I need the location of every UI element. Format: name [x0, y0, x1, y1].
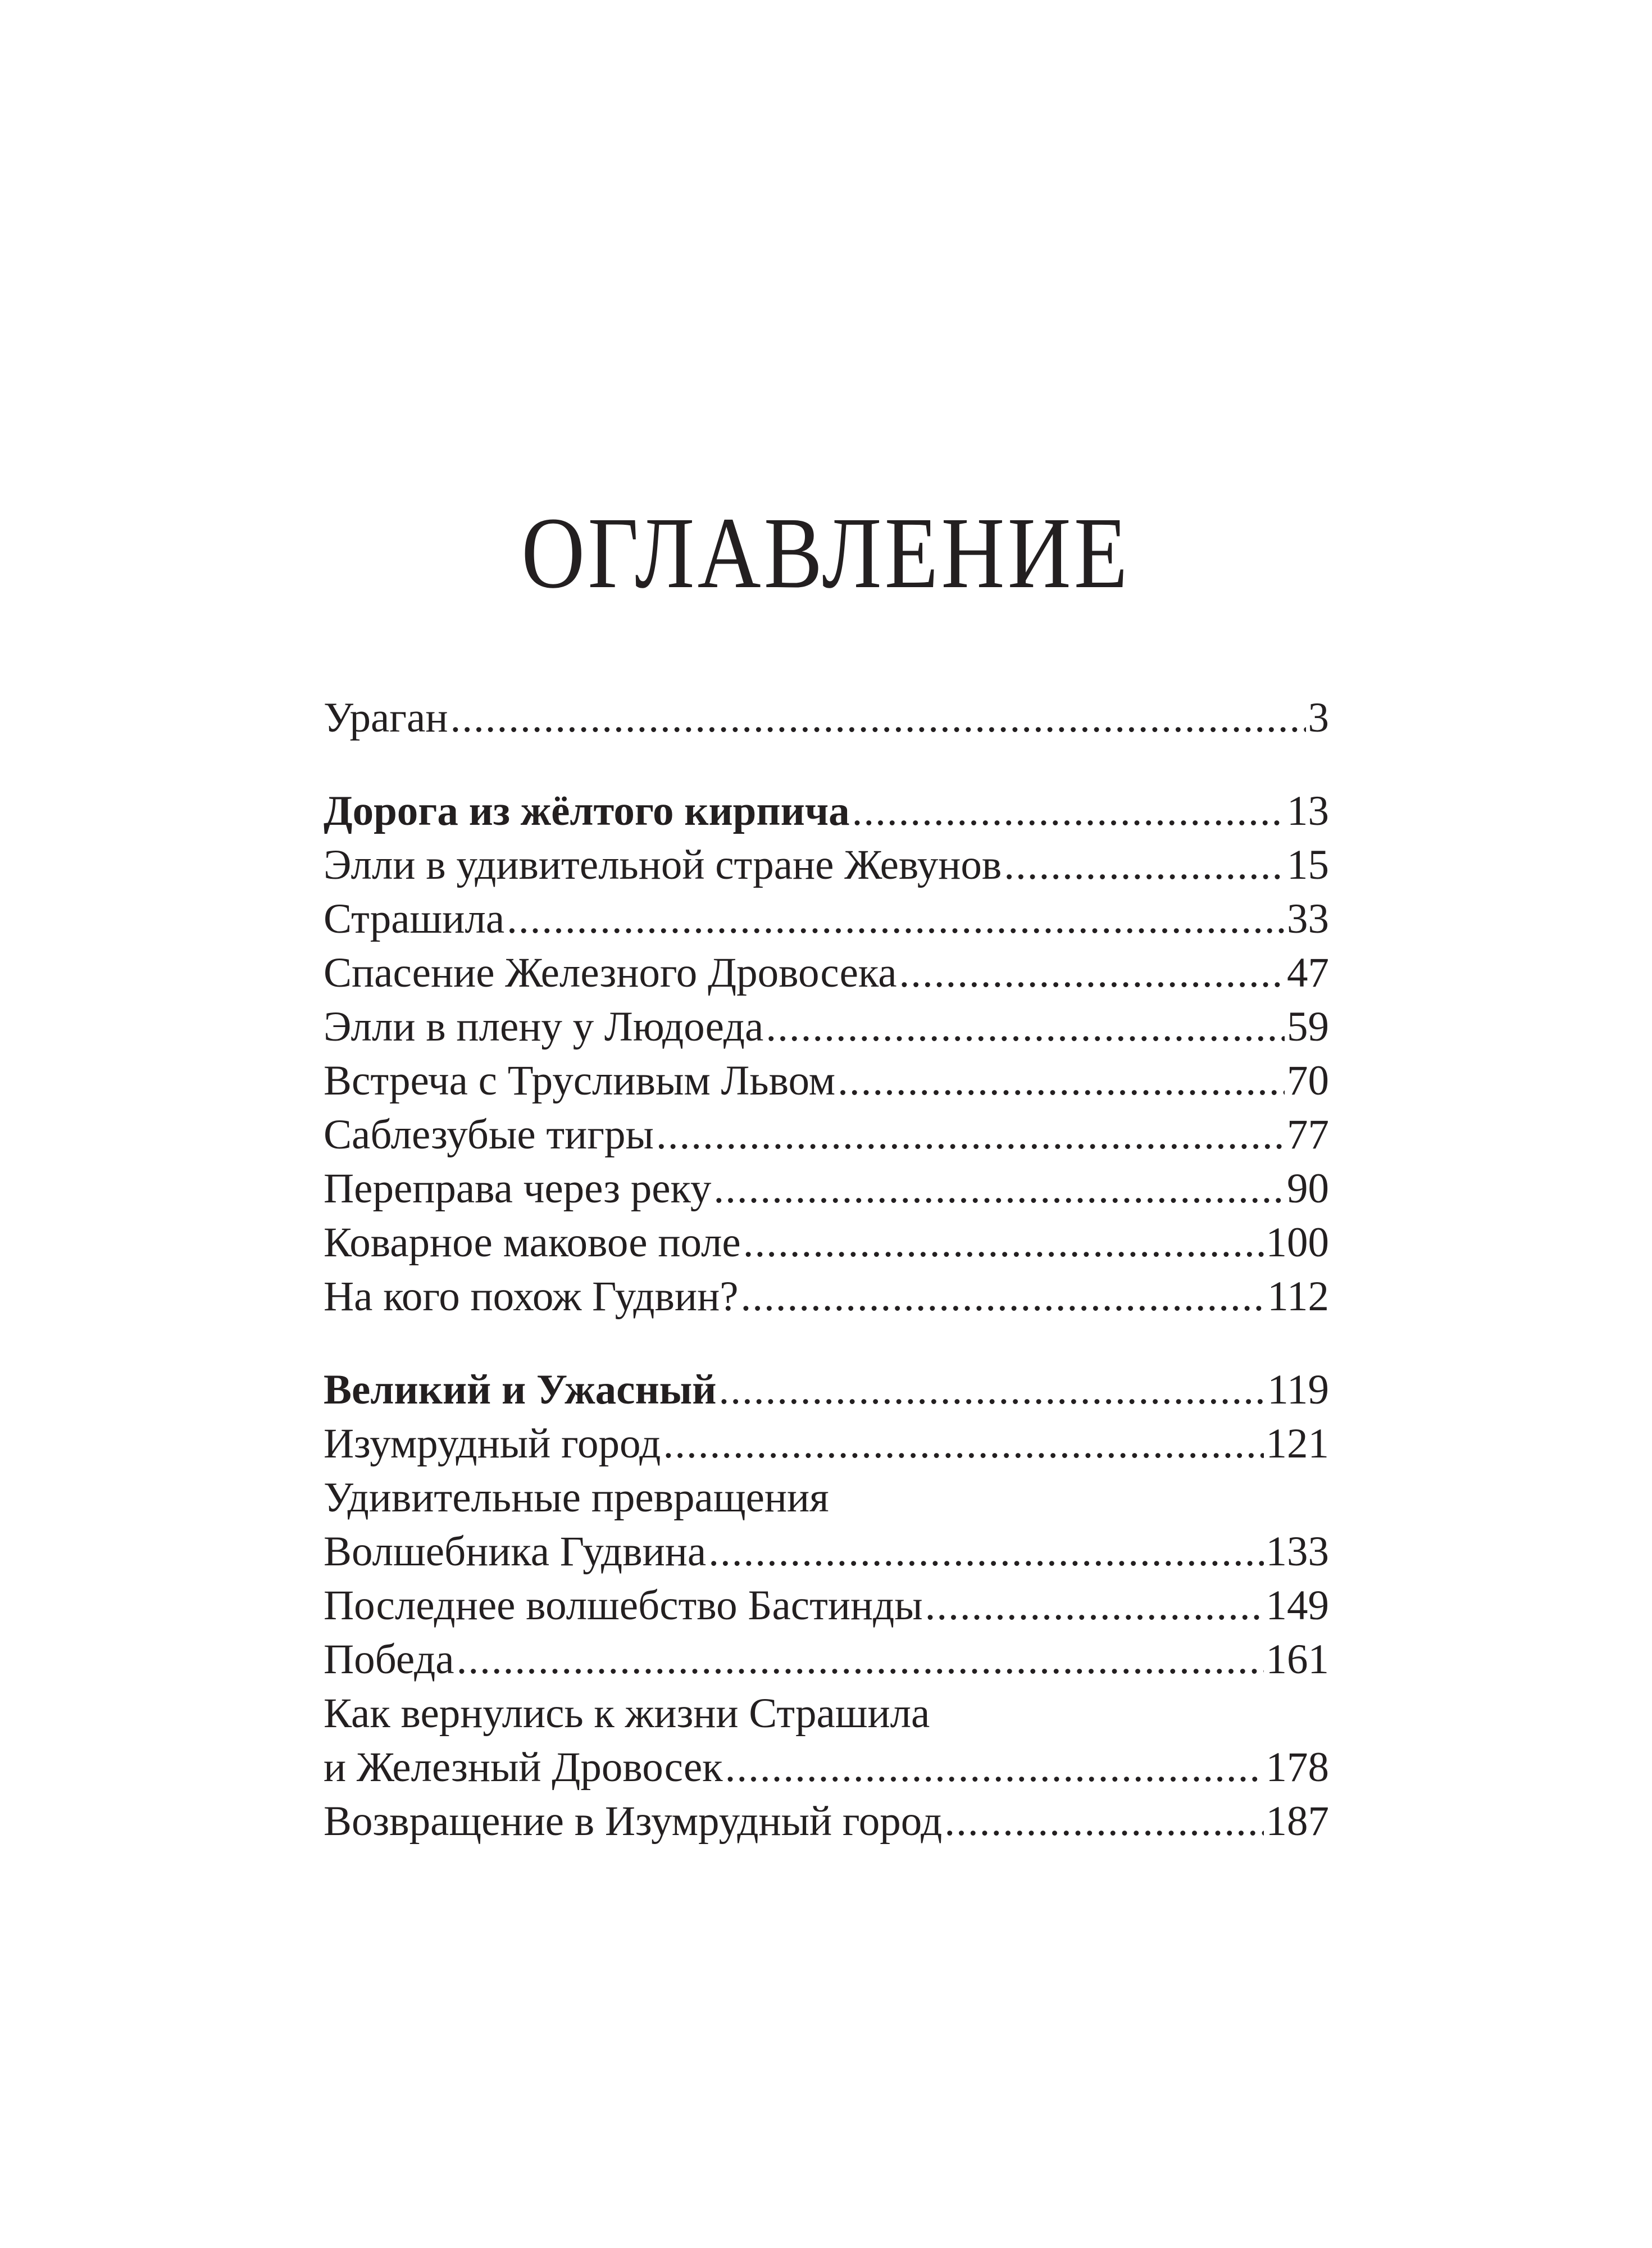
dot-leader	[450, 691, 1305, 745]
toc-entry-first-line[interactable]	[324, 1687, 1329, 1741]
toc-entry-page: 90	[1287, 1165, 1329, 1212]
toc-entry-page: 15	[1287, 842, 1329, 888]
toc-entry-page: 133	[1266, 1528, 1329, 1575]
toc-entry-title: Дорога из жёлтого кирпича	[324, 788, 850, 834]
toc-entry[interactable]	[324, 1000, 1329, 1054]
dot-leader	[766, 1000, 1285, 1054]
toc-entry-title: Победа	[324, 1636, 454, 1683]
toc-entry-page: 100	[1266, 1219, 1329, 1266]
toc-entry-title: Спасение Железного Дровосека	[324, 950, 897, 996]
toc-entry-page: 3	[1308, 694, 1329, 741]
toc-entry-title: Страшила	[324, 896, 505, 942]
dot-leader	[713, 1162, 1285, 1216]
toc-part-heading[interactable]	[324, 1363, 1329, 1417]
toc-entry-title: Возвращение в Изумрудный город	[324, 1798, 943, 1845]
toc-entry[interactable]	[324, 838, 1329, 892]
dot-leader	[852, 784, 1285, 838]
toc-entry[interactable]	[324, 1108, 1329, 1162]
toc-entry[interactable]	[324, 1525, 1329, 1579]
toc-entry-title: Последнее волшебство Бастинды	[324, 1582, 923, 1629]
toc-entry-title: и Железный Дровосек	[324, 1744, 723, 1791]
toc-entry-page: 70	[1287, 1057, 1329, 1104]
page-title: ОГЛАВЛЕНИЕ	[521, 497, 1131, 610]
toc-entry[interactable]	[324, 1054, 1329, 1108]
dot-leader	[741, 1270, 1266, 1324]
dot-leader	[718, 1363, 1265, 1417]
dot-leader	[708, 1525, 1263, 1579]
toc-section-2	[324, 784, 1329, 1324]
toc-entry-page: 77	[1287, 1111, 1329, 1158]
toc-entry-page: 187	[1266, 1798, 1329, 1845]
toc-entry-title: Элли в удивительной стране Жевунов	[324, 842, 1002, 888]
toc-entry-title: На кого похож Гудвин?	[324, 1273, 739, 1320]
toc-entry[interactable]	[324, 1795, 1329, 1849]
toc-entry-title: Ураган	[324, 694, 448, 741]
dot-leader	[838, 1054, 1285, 1108]
toc-entry[interactable]	[324, 1741, 1329, 1795]
toc-entry-first-line[interactable]	[324, 1471, 1329, 1525]
toc-entry[interactable]	[324, 691, 1329, 745]
dot-leader	[1004, 838, 1285, 892]
toc-entry-page: 121	[1266, 1420, 1329, 1467]
toc-entry-page: 149	[1266, 1582, 1329, 1629]
toc-entry-title: Переправа через реку	[324, 1165, 712, 1212]
toc-entry[interactable]	[324, 1417, 1329, 1471]
toc-entry-page: 161	[1266, 1636, 1329, 1683]
toc-entry-title: Встреча с Трусливым Львом	[324, 1057, 836, 1104]
toc-entry[interactable]	[324, 1270, 1329, 1324]
dot-leader	[899, 946, 1285, 1000]
toc-entry-page: 59	[1287, 1003, 1329, 1050]
toc-entry[interactable]	[324, 946, 1329, 1000]
toc-entry-page: 112	[1267, 1273, 1329, 1320]
toc-entry-page: 33	[1287, 896, 1329, 942]
dot-leader	[925, 1579, 1264, 1633]
toc-entry[interactable]	[324, 1633, 1329, 1687]
toc-entry[interactable]	[324, 892, 1329, 946]
toc-entry-title: Элли в плену у Людоеда	[324, 1003, 764, 1050]
toc-entry-title: Волшебника Гудвина	[324, 1528, 707, 1575]
toc-entry-page: 178	[1266, 1744, 1329, 1791]
toc-entry[interactable]	[324, 1579, 1329, 1633]
toc-entry[interactable]	[324, 1162, 1329, 1216]
toc-entry-title: Коварное маковое поле	[324, 1219, 741, 1266]
toc-entry-title: Удивительные превращения	[324, 1474, 829, 1521]
dot-leader	[725, 1741, 1264, 1795]
toc-part-heading[interactable]	[324, 784, 1329, 838]
toc-entry-title: Как вернулись к жизни Страшила	[324, 1690, 930, 1737]
dot-leader	[656, 1108, 1285, 1162]
dot-leader	[507, 892, 1285, 946]
dot-leader	[457, 1633, 1264, 1687]
toc-section-1	[324, 691, 1329, 745]
dot-leader	[743, 1216, 1264, 1270]
table-of-contents	[324, 691, 1329, 1888]
toc-entry-title: Изумрудный город	[324, 1420, 661, 1467]
toc-entry-page: 47	[1287, 950, 1329, 996]
dot-leader	[663, 1417, 1263, 1471]
toc-entry-title: Саблезубые тигры	[324, 1111, 654, 1158]
toc-section-3	[324, 1363, 1329, 1849]
toc-entry[interactable]	[324, 1216, 1329, 1270]
dot-leader	[944, 1795, 1263, 1849]
toc-entry-page: 13	[1287, 788, 1329, 834]
toc-entry-page: 119	[1267, 1366, 1329, 1413]
toc-entry-title: Великий и Ужасный	[324, 1366, 717, 1413]
